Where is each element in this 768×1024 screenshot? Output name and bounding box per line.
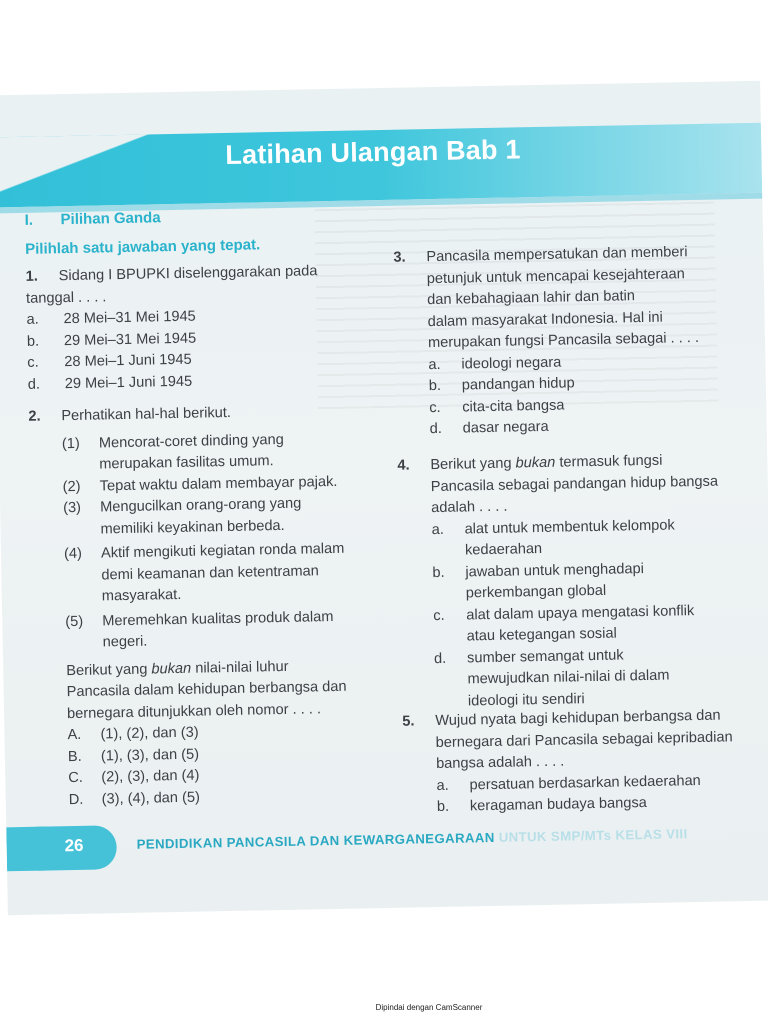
question-intro: Perhatikan hal-hal berikut. (61, 404, 232, 425)
question-text-line: dan kebahagiaan lahir dan batin (427, 288, 636, 309)
list-item-text: masyarakat. (101, 586, 182, 605)
option-key: a. (436, 777, 449, 794)
option-text: persatuan berdasarkan kedaerahan (469, 772, 701, 793)
question-text-line: Sidang I BPUPKI diselenggarakan pada (58, 263, 318, 285)
question-text-line: bernegara dari Pancasila sebagai kepribadian (435, 728, 733, 751)
question-text-line: petunjuk untuk mencapai kesejahteraan (426, 265, 685, 287)
page-title: Latihan Ulangan Bab 1 (225, 134, 521, 170)
option-key: b. (436, 798, 450, 816)
question-text-line: bangsa adalah . . . . (435, 753, 565, 773)
option-key: b. (432, 564, 445, 581)
question-text-line: Wujud nyata bagi kehidupan berbangsa dan (435, 707, 721, 730)
question-text-line: dalam masyarakat Indonesia. Hal ini (427, 309, 663, 330)
stem-emphasis: bukan (151, 660, 192, 677)
option-key: a. (428, 356, 441, 373)
option-key: d. (433, 650, 447, 667)
option-key: b. (428, 377, 442, 395)
list-item-key: (2) (62, 478, 81, 495)
option-text: (1), (2), dan (3) (100, 724, 199, 743)
question-1 (25, 260, 372, 396)
question-stem-line: Pancasila dalam kehidupan berbangsa dan (66, 678, 347, 701)
question-number: 4. (397, 457, 410, 474)
option-text: (3), (4), dan (5) (101, 789, 201, 807)
option-text: ideologi negara (461, 354, 562, 372)
option-text: alat dalam upaya mengatasi konflik (466, 602, 695, 623)
question-stem-line: bernegara ditunjukkan oleh nomor . . . . (66, 700, 322, 722)
stem-text: Berikut yang (66, 660, 152, 679)
option-text: alat untuk membentuk kelompok (464, 516, 675, 537)
banner-fold (0, 133, 204, 207)
option-text: (1), (3), dan (5) (100, 746, 200, 764)
option-text: atau ketegangan sosial (466, 625, 617, 645)
option-text: pandangan hidup (461, 375, 575, 394)
option-text: ideologi itu sendiri (467, 690, 585, 709)
textbook-page (0, 81, 768, 916)
option-text: keragaman budaya bangsa (469, 795, 647, 815)
option-text: mewujudkan nilai-nilai di dalam (467, 667, 670, 688)
question-text-line: Pancasila mempersatukan dan memberi (426, 244, 688, 266)
list-item-text: Tepat waktu dalam membayar pajak. (99, 473, 338, 494)
instruction: Pilihlah satu jawaban yang tepat. (24, 236, 261, 258)
list-item-text: merupakan fasilitas umum. (99, 453, 274, 473)
list-item-text: Mengucilkan orang-orang yang (99, 495, 302, 516)
option-key: c. (429, 399, 441, 416)
option-key: D. (68, 791, 84, 808)
book-title (136, 826, 687, 852)
list-item-text: Aktif mengikuti kegiatan ronda malam (100, 540, 345, 562)
page-number: 26 (64, 835, 84, 856)
option-key: b. (26, 333, 40, 350)
option-key: a. (431, 521, 444, 538)
question-text-line: tanggal . . . . (25, 288, 107, 307)
option-key: c. (27, 354, 39, 371)
question-text-line: adalah . . . . (431, 498, 508, 517)
list-item-key: (3) (62, 499, 82, 517)
book-title-main: PENDIDIKAN PANCASILA DAN KEWARGANEGARAAN (136, 829, 495, 852)
option-text: perkembangan global (465, 582, 607, 602)
list-item-key: (5) (65, 613, 84, 630)
option-key: d. (429, 420, 443, 438)
question-number: 5. (402, 713, 415, 730)
list-item-text: memiliki keyakinan berbeda. (100, 517, 285, 537)
question-number: 1. (25, 268, 39, 285)
option-text: (2), (3), dan (4) (101, 767, 200, 786)
option-key: c. (433, 607, 445, 624)
section-number: I. (24, 211, 34, 229)
option-key: B. (67, 748, 82, 765)
list-item-text: negeri. (102, 633, 148, 651)
list-item-key: (1) (61, 435, 80, 452)
question-4 (397, 449, 757, 714)
option-key: C. (68, 769, 84, 787)
question-text-line: Pancasila sebagai pandangan hidup bangsa (430, 473, 719, 495)
option-text: 29 Mei–1 Juni 1945 (64, 373, 193, 392)
list-item-text: Mencorat-coret dinding yang (98, 431, 284, 451)
option-text: kedaerahan (464, 540, 543, 559)
question-number: 2. (28, 408, 41, 425)
option-text: cita-cita bangsa (462, 397, 565, 415)
option-text: 28 Mei–1 Juni 1945 (64, 351, 192, 371)
option-key: a. (26, 311, 39, 328)
question-2 (28, 400, 381, 812)
option-key: d. (27, 376, 41, 393)
option-text: 29 Mei–31 Mei 1945 (63, 330, 197, 349)
page-footer (6, 809, 768, 876)
section-label: Pilihan Ganda (60, 209, 161, 229)
stem-text: nilai-nilai luhur (191, 658, 289, 677)
question-number: 3. (393, 249, 406, 266)
stem-text: Berikut yang (430, 455, 516, 474)
question-5 (402, 705, 759, 819)
stem-emphasis: bukan (515, 454, 556, 472)
option-text: sumber semangat untuk (466, 646, 624, 666)
list-item-text: demi keamanan dan ketentraman (101, 562, 319, 583)
option-key: A. (67, 726, 82, 744)
option-text: dasar negara (462, 418, 549, 437)
scanner-watermark: Dipindai dengan CamScanner (375, 1003, 483, 1012)
option-text: 28 Mei–31 Mei 1945 (63, 308, 196, 328)
question-3 (393, 241, 752, 441)
list-item-text: Meremehkan kualitas produk dalam (102, 608, 334, 629)
book-title-rest: UNTUK SMP/MTs KELAS VIII (494, 826, 688, 845)
stem-text: termasuk fungsi (555, 452, 663, 471)
list-item-key: (4) (63, 545, 83, 563)
question-text-line: merupakan fungsi Pancasila sebagai . . . . (427, 329, 700, 352)
option-text: jawaban untuk menghadapi (465, 560, 645, 580)
